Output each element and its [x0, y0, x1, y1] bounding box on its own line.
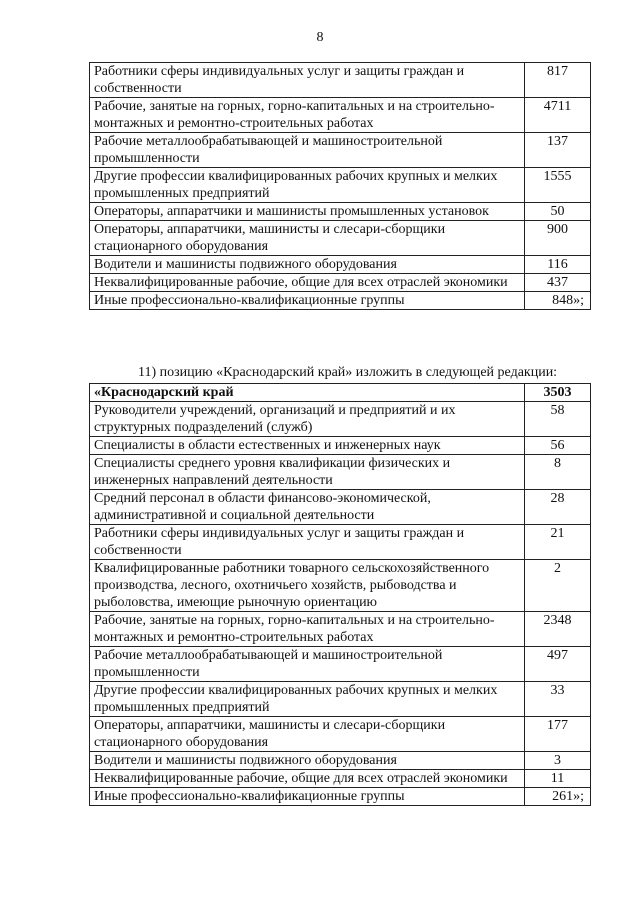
table-row: [90, 612, 591, 647]
table-row: [90, 256, 591, 274]
row-value: 437: [525, 274, 591, 292]
row-value: 21: [525, 525, 591, 560]
row-value: 4711: [525, 98, 591, 133]
row-value: 33: [525, 682, 591, 717]
row-label: Операторы, аппаратчики и машинисты промышленных установок: [90, 203, 525, 221]
row-label: Операторы, аппаратчики, машинисты и слесари-сборщики стационарного оборудования: [90, 717, 525, 752]
row-label: Другие профессии квалифицированных рабочих крупных и мелких промышленных предприятий: [90, 682, 525, 717]
row-label: Работники сферы индивидуальных услуг и защиты граждан и собственности: [90, 63, 525, 98]
row-value: 56: [525, 437, 591, 455]
row-label: Иные профессионально-квалификационные группы: [90, 788, 525, 806]
row-label: Специалисты в области естественных и инженерных наук: [90, 437, 525, 455]
row-label: Рабочие металлообрабатывающей и машиностроительной промышленности: [90, 133, 525, 168]
row-value: 848»;: [525, 292, 591, 310]
row-value: 817: [525, 63, 591, 98]
row-label: Неквалифицированные рабочие, общие для всех отраслей экономики: [90, 274, 525, 292]
region-total: 3503: [525, 384, 591, 402]
row-label: Рабочие, занятые на горных, горно-капитальных и на строительно-монтажных и ремонтно-строительных работах: [90, 612, 525, 647]
row-value: 2: [525, 560, 591, 612]
page-number: 8: [316, 30, 324, 45]
row-value: 137: [525, 133, 591, 168]
table-row: [90, 63, 591, 98]
table-row: [90, 98, 591, 133]
row-value: 2348: [525, 612, 591, 647]
occupation-table-previous-region: [89, 62, 591, 310]
region-name: «Краснодарский край: [90, 384, 525, 402]
row-value: 900: [525, 221, 591, 256]
row-value: 8: [525, 455, 591, 490]
row-value: 11: [525, 770, 591, 788]
table-row: [90, 682, 591, 717]
row-label: Операторы, аппаратчики, машинисты и слесари-сборщики стационарного оборудования: [90, 221, 525, 256]
table-row: [90, 168, 591, 203]
row-label: Другие профессии квалифицированных рабочих крупных и мелких промышленных предприятий: [90, 168, 525, 203]
occupation-table-krasnodar: [89, 383, 591, 806]
row-value: 1555: [525, 168, 591, 203]
row-value: 50: [525, 203, 591, 221]
row-value: 497: [525, 647, 591, 682]
row-label: Иные профессионально-квалификационные группы: [90, 292, 525, 310]
table-row: [90, 560, 591, 612]
table-row: [90, 203, 591, 221]
row-label: Водители и машинисты подвижного оборудования: [90, 752, 525, 770]
table-row: [90, 647, 591, 682]
table-row: [90, 455, 591, 490]
row-value: 28: [525, 490, 591, 525]
row-label: Рабочие, занятые на горных, горно-капитальных и на строительно-монтажных и ремонтно-строительных работах: [90, 98, 525, 133]
table-row: [90, 437, 591, 455]
row-value: 177: [525, 717, 591, 752]
row-label: Руководители учреждений, организаций и предприятий и их структурных подразделений (служб): [90, 402, 525, 437]
amendment-instruction: 11) позицию «Краснодарский край» изложить в следующей редакции:: [138, 365, 558, 380]
table-row: [90, 133, 591, 168]
row-label: Квалифицированные работники товарного сельскохозяйственного производства, лесного, охотничьего хозяйств, рыбоводства и рыболовства, имеющие рыночную ориентацию: [90, 560, 525, 612]
table-row: [90, 402, 591, 437]
row-label: Неквалифицированные рабочие, общие для всех отраслей экономики: [90, 770, 525, 788]
row-label: Работники сферы индивидуальных услуг и защиты граждан и собственности: [90, 525, 525, 560]
table-row: [90, 221, 591, 256]
row-label: Специалисты среднего уровня квалификации физических и инженерных направлений деятельности: [90, 455, 525, 490]
table-row: [90, 292, 591, 310]
row-value: 116: [525, 256, 591, 274]
row-label: Рабочие металлообрабатывающей и машиностроительной промышленности: [90, 647, 525, 682]
table-row: [90, 752, 591, 770]
row-value: 58: [525, 402, 591, 437]
table-row: [90, 525, 591, 560]
row-label: Водители и машинисты подвижного оборудования: [90, 256, 525, 274]
table-row: [90, 770, 591, 788]
table-header-row: [90, 384, 591, 402]
row-value: 3: [525, 752, 591, 770]
table-row: [90, 274, 591, 292]
table-row: [90, 717, 591, 752]
row-label: Средний персонал в области финансово-экономической, административной и социальной деятельности: [90, 490, 525, 525]
table-row: [90, 788, 591, 806]
table-row: [90, 490, 591, 525]
row-value: 261»;: [525, 788, 591, 806]
